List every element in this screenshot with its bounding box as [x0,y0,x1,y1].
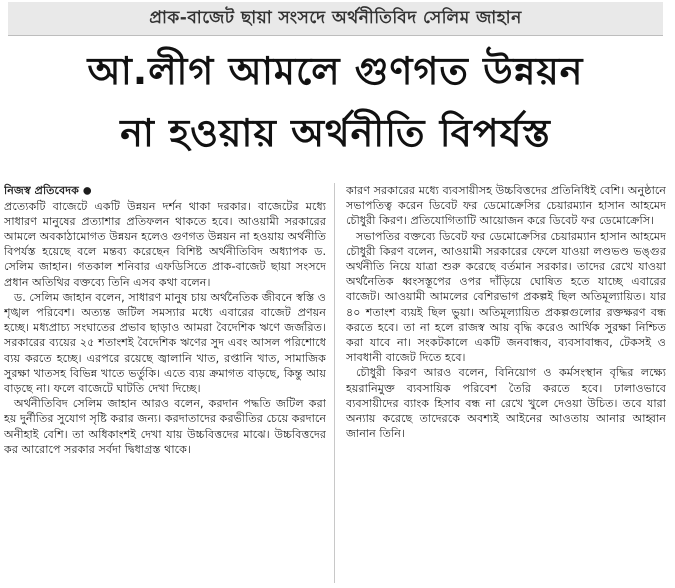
paragraph: কারণ সরকারের মধ্যে ব্যবসায়ীসহ উচ্চবিত্তদের প্রতিনিধিই বেশি। অনুষ্ঠানে সভাপতিত্ব করেন ডিবেট ফর ডেমোক্রেসির চেয়ারম্যান হাসান আহমেদ চৌধুরী কিরণ। প্রতিযোগিতাটি আয়োজন করে ডিবেট ফর ডেমোক্রেসি। [346,184,666,228]
kicker-text: প্রাক-বাজেট ছায়া সংসদে অর্থনীতিবিদ সেলিম জাহান [149,7,522,28]
paragraph: চৌধুরী কিরণ আরও বলেন, বিনিয়োগ ও কর্মসংস্থান বৃদ্ধির লক্ষ্যে হয়রানিমুক্ত ব্যবসায়িক পরিবেশ তৈরি করতে হবে। ঢালাওভাবে ব্যবসায়ীদের ব্যাংক হিসাব বন্ধ না রেখে খুলে দেওয়া উচিত। তবে যারা অন্যায় করেছে তাদেরকে অবশ্যই আইনের আওতায় আনার আহ্বান জানান তিনি। [346,366,666,441]
byline [4,183,326,199]
paragraph: প্রত্যেকটি বাজেটে একটি উন্নয়ন দর্শন থাকা দরকার। বাজেটের মধ্যে সাধারণ মানুষের প্রত্যাশার প্রতিফলন থাকতে হবে। আওয়ামী সরকারের আমলে অবকাঠামোগত উন্নয়ন হলেও গুণগত উন্নয়ন না হওয়ায় অর্থনীতি বিপর্যস্ত হয়েছে বলে মন্তব্য করেছেন বিশিষ্ট অর্থনীতিবিদ অধ্যাপক ড. সেলিম জাহান। গতকাল শনিবার এফডিসিতে প্রাক-বাজেট ছায়া সংসদে প্রধান অতিথির বক্তব্যে তিনি এসব কথা বলেন। [4,199,326,289]
column-divider [334,183,335,583]
byline-text: নিজস্ব প্রতিবেদক [4,184,79,197]
byline-bullet-icon: ● [82,185,92,197]
paragraph: সভাপতির বক্তব্যে ডিবেট ফর ডেমোক্রেসির চেয়ারম্যান হাসান আহমেদ চৌধুরী কিরণ বলেন, আওয়ামী সরকারের ফেলে যাওয়া লণ্ডভণ্ড ভঙ্গুর অর্থনীতি নিয়ে যাত্রা শুরু করেছে বর্তমান সরকার। তাদের রেখে যাওয়া অর্থনৈতিক ধ্বংসস্তূপের ওপর দাঁড়িয়ে ঘোষিত হতে যাচ্ছে এবারের বাজেট। আওয়ামী আমলের বেশিরভাগ প্রকল্পই ছিল অতিমূল্যায়িত। যার ৪০ শতাংশ ব্যয়ই ছিল ভুয়া। অতিমূল্যায়িত প্রকল্পগুলোর রক্তক্ষরণ বন্ধ করতে হবে। তা না হলে রাজস্ব আয় বৃদ্ধি করেও আর্থিক সুরক্ষা নিশ্চিত করা যাবে না। সংকটকালে একটি জনবান্ধব, ব্যবসাবান্ধব, টেকসই ও সাবধানী বাজেট দিতে হবে। [346,229,666,365]
article-column-right [346,183,666,585]
kicker-bar [8,2,663,36]
headline-line-2: না হওয়ায় অর্থনীতি বিপর্যস্ত [120,111,551,155]
headline-line-1: আ.লীগ আমলে গুণগত উন্নয়ন [87,49,584,93]
headline [8,40,663,178]
article-column-left [4,183,326,585]
paragraph: অর্থনীতিবিদ সেলিম জাহান আরও বলেন, করদান পদ্ধতি জটিল করা হয় দুর্নীতির সুযোগ সৃষ্টি করার জন্য। করদাতাদের করভীতির চেয়ে করদানে অনীহাই বেশি। তা অধিকাংশই দেখা যায় উচ্চবিত্তদের মাঝে। উচ্চবিত্তদের কর আরোপে সরকার সর্বদা দ্বিধাগ্রস্ত থাকে। [4,397,326,456]
paragraph: ড. সেলিম জাহান বলেন, সাধারণ মানুষ চায় অর্থনৈতিক জীবনে স্বস্তি ও শৃঙ্খল পরিবেশ। অত্যন্ত জটিল সমস্যার মধ্যে এবারের বাজেট প্রণয়ন হচ্ছে। মধ্যপ্রাচ্য সংঘাতের প্রভাব ছাড়াও আমরা বৈদেশিক ঋণে জর্জরিত। সরকারের ব্যয়ের ২৫ শতাংশই বৈদেশিক ঋণের সুদ এবং আসল পরিশোধে ব্যয় করতে হচ্ছে। এরপরে রয়েছে জ্বালানি খাত, রপ্তানি খাত, সামাজিক সুরক্ষা খাতসহ বিভিন্ন খাতে ভর্তুকি। এতে ব্যয় ক্রমাগত বাড়ছে, কিন্তু আয় বাড়ছে না। ফলে বাজেটে ঘাটতি দেখা দিচ্ছে। [4,290,326,396]
